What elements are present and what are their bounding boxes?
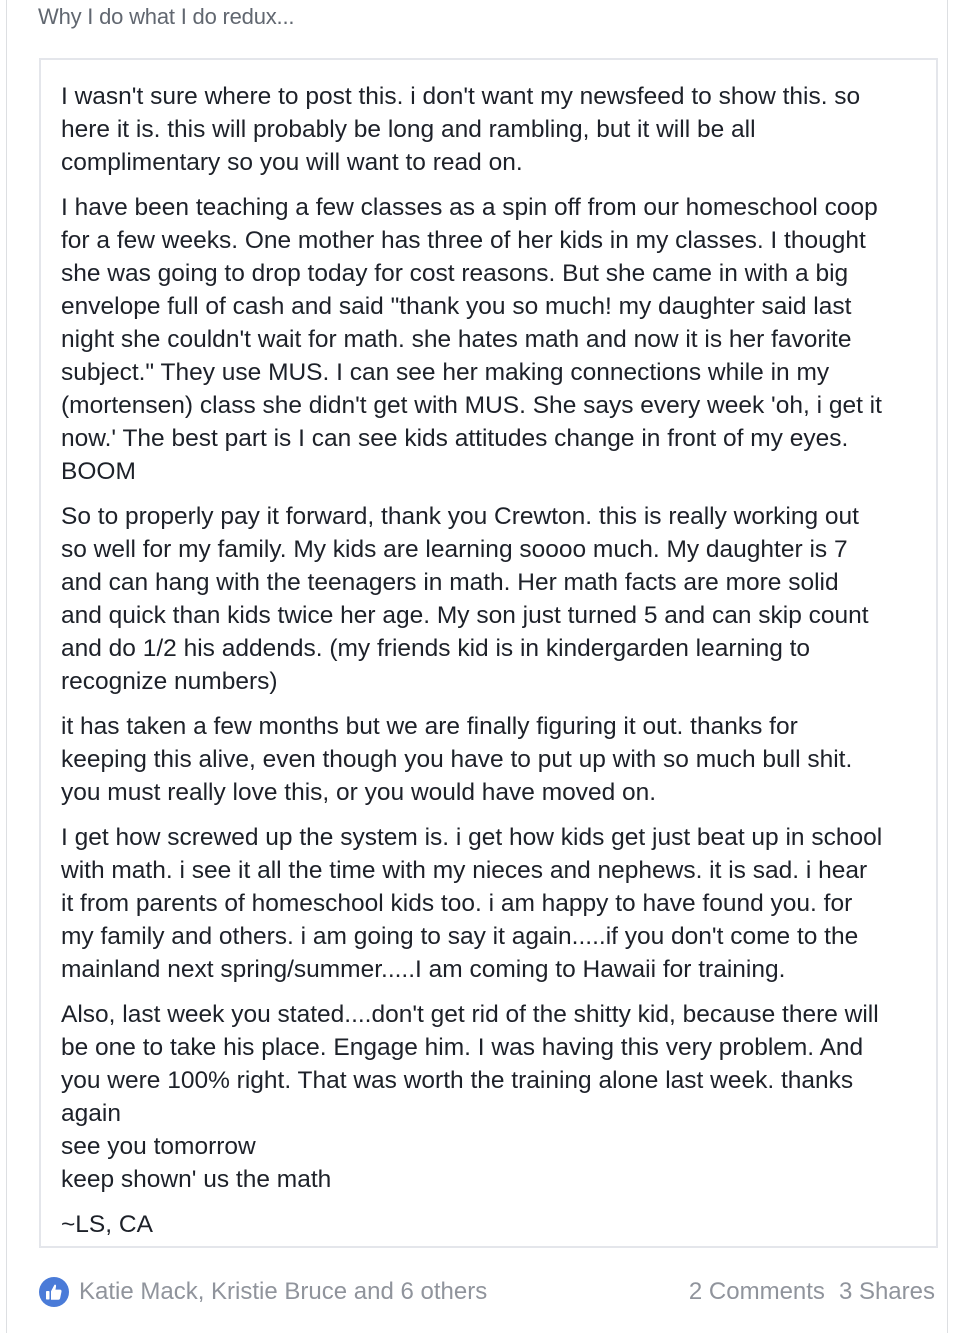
message-line: keeping this alive, even though you have to put up with so much bull shit. [61,746,853,773]
message-line: here it is. this will probably be long and rambling, but it will be all [61,116,756,143]
message-line: be one to take his place. Engage him. I was having this very problem. And [61,1034,864,1061]
message-paragraph [61,500,923,698]
thumbs-up-icon[interactable] [39,1277,69,1307]
post-title: Why I do what I do redux... [38,4,295,29]
message-line: night she couldn't wait for math. she hates math and now it is her favorite [61,326,852,353]
message-line: I get how screwed up the system is. i get how kids get just beat up in school [61,824,883,851]
post-card [6,0,948,1333]
message-line: for a few weeks. One mother has three of her kids in my classes. I thought [61,227,866,254]
message-line: she was going to drop today for cost reasons. But she came in with a big [61,260,849,287]
message-line: mainland next spring/summer.....I am coming to Hawaii for training. [61,956,786,983]
comments-count-link[interactable]: 2 Comments [688,1278,825,1305]
message-line: and do 1/2 his addends. (my friends kid is in kindergarden learning to [61,635,811,662]
engagement-counts [689,1278,935,1306]
message-paragraph [61,998,923,1196]
message-line: and quick than kids twice her age. My son just turned 5 and can skip count [61,602,869,629]
message-line: I wasn't sure where to post this. i don't want my newsfeed to show this. so [61,83,861,110]
message-line: ~LS, CA [61,1211,153,1238]
message-line: (mortensen) class she didn't get with MUS. She says every week 'oh, i get it [61,392,882,419]
message-line: it has taken a few months but we are finally figuring it out. thanks for [61,713,798,740]
message-line: keep shown' us the math [61,1166,332,1193]
quoted-message-body [61,80,923,1253]
message-line: with math. i see it all the time with my nieces and nephews. it is sad. i hear [61,857,868,884]
message-line: envelope full of cash and said "thank you so much! my daughter said last [61,293,852,320]
message-paragraph [61,1208,923,1241]
message-line: So to properly pay it forward, thank you Crewton. this is really working out [61,503,859,530]
message-line: so well for my family. My kids are learning soooo much. My daughter is 7 [61,536,848,563]
message-line: you must really love this, or you would have moved on. [61,779,657,806]
message-paragraph [61,191,923,488]
post-footer [39,1274,935,1312]
message-paragraph [61,80,923,179]
message-line: Also, last week you stated....don't get rid of the shitty kid, because there will [61,1001,879,1028]
message-line: you were 100% right. That was worth the training alone last week. thanks [61,1067,854,1094]
message-line: subject." They use MUS. I can see her making connections while in my [61,359,830,386]
message-line: it from parents of homeschool kids too. i am happy to have found you. for [61,890,853,917]
message-line: complimentary so you will want to read on. [61,149,523,176]
quoted-message-box [39,58,938,1248]
message-line: BOOM [61,458,136,485]
message-line: and can hang with the teenagers in math. Her math facts are more solid [61,569,839,596]
reactions-summary-link[interactable]: Katie Mack, Kristie Bruce and 6 others [79,1278,488,1305]
shares-count-link[interactable]: 3 Shares [838,1278,935,1305]
message-line: again [61,1100,121,1127]
message-line: my family and others. i am going to say it again.....if you don't come to the [61,923,859,950]
message-line: now.' The best part is I can see kids attitudes change in front of my eyes. [61,425,849,452]
message-line: I have been teaching a few classes as a spin off from our homeschool coop [61,194,878,221]
message-paragraph [61,821,923,986]
message-line: see you tomorrow [61,1133,256,1160]
message-paragraph [61,710,923,809]
message-line: recognize numbers) [61,668,278,695]
